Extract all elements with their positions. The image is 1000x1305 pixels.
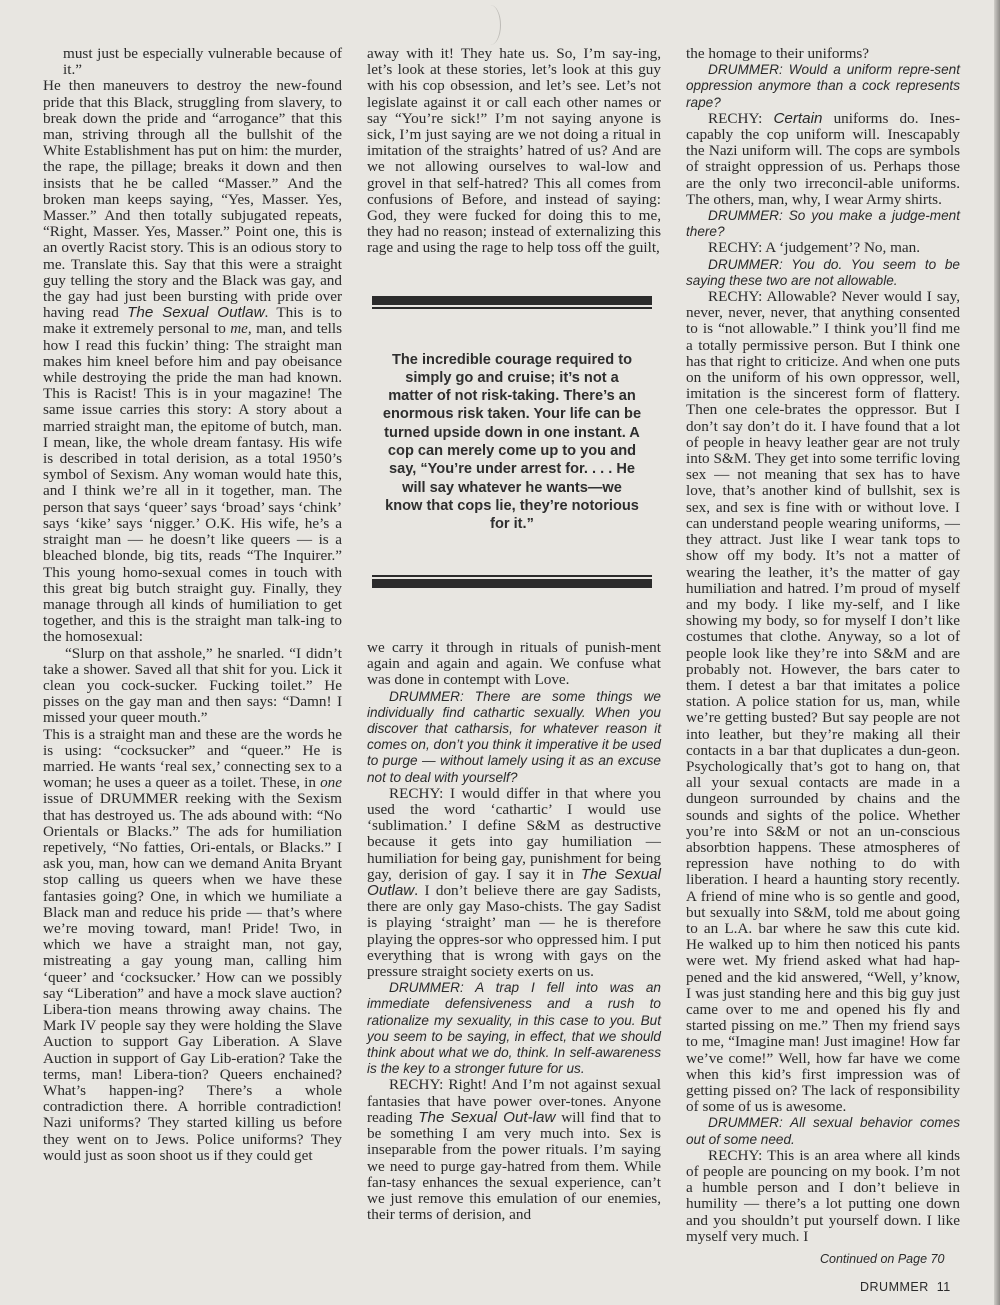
interviewer-question: DRUMMER: All sexual behavior comes out of some need. [686,1115,960,1147]
interviewee-answer [367,1077,661,1223]
text: issue of DRUMMER reeking with the Sexism that has destroyed us. The ads abound with: “No Orientals or Blacks.” The ads for humiliation repetively, “No fatties, Ori-entals, or Blacks.” I ask you, man, how can we demand Anita Bryant stop calling us queers when we have these fantasies going? One, in which we humiliate a Black man and reduce his pride — that’s where we’re moving toward, man! Pride! Two, in which we have a straight man, not gay, mistreating a gay young man, calling him ‘queer’ and ‘cocksucker.’ How can we possibly say “Liberation” and have a mock slave auction? Libera-tion means throwing away chains. The Mark IV people say they were holding the Slave Auction to support Gay Liberation. A Slave Auction in support of Gay Lib-eration? Take the terms, man! Libera-tion? Queers enchained? What’s happen-ing? There’s a whole contradiction there. A horrible contradiction! Nazi uniforms? They started killing us before they went on to Jews. Police uniforms? They would just as soon shoot us if they could get [43,790,342,1164]
emphasis: Certain [773,109,823,127]
interviewee-answer [686,111,960,208]
text: . This is to make it extremely personal to [43,304,343,338]
column-2-bottom [367,640,661,1223]
paragraph: we carry it through in rituals of punish-ment again and again and again. We confuse what was done in contempt with Love. [367,639,661,689]
rule-thin [372,575,652,577]
interviewer-question: DRUMMER: There are some things we individually find cathartic sexually. When you discover that catharsis, for whatever reason it comes on, don’t you think it imperative it be used to purge — without lamely using it as an excuse not to deal with yourself? [367,688,661,785]
paragraph: the homage to their uniforms? [686,45,870,62]
interviewer-question: DRUMMER: You do. You seem to be saying these two are not allowable. [686,256,960,288]
page-fold-mark [480,5,501,45]
page-edge-shadow [994,0,1000,1305]
pull-quote-box [372,296,652,588]
column-3 [686,46,960,1245]
text: uniforms do. Ines-capably the cop uniform will. Inescapably the Nazi uniform will. The cops are symbols of straight oppression of us. Perhaps those are the only two irreconcil-able uniforms. The others, man, why, I wear Army shirts. [686,109,961,208]
rule-thick [372,579,652,588]
text: This is a straight man and these are the words he is using: “cocksucker” and “queer.” He is married. He wants ‘real sex,’ connecting sex to a woman; he uses a queer as a toilet. These, in [43,725,342,792]
interviewee-answer: RECHY: Allowable? Never would I say, never, never, never, that anything consented to is “not allowable.” I think you’ll find me a totally permissive person. But I think one has that right to criticize. And when one puts on the uniform of his own oppressor, well, imitation is the sincerest form of flattery. Then one cele-brates the oppressor. But I don’t say don’t do it. I have found that a lot of people in heavy leather gear are not truly into S&M. They get into some terrific loving sex — not meaning that sex has to have love, that’s another kind of bullshit, sex is sex, and sex is fine with or without love. I can understand people wearing uniforms, — they attract. Just like I wear tank tops to show off my body. It’s not a matter of wearing the leather, it’s the matter of gay humiliation and hatred. I’m proud of myself and my body. I like my-self, and I like showing my body, so for myself I don’t like costumes that clothe. Anyway, so a lot of people look like they’re into S&M and are probably not. However, the bars cater to them. I detest a bar that imitates a police station. A police station for us, man, while we’re getting busted? But say people are not into leather, but they’re making all their contacts in a bar that duplicates a dun-geon. Psychologically that’s got to hang on, that all your sexual contacts are made in a dungeon surrounded by chains and the sounds and sights of the police. Whether you’re into S&M or not an un-conscious absorbtion happens. These atmospheres of repression have nothing to do with liberation. I heard a haunting story recently. A friend of mine who is so gentle and good, but sexually into S&M, told me about going to an L.A. bar where he saw this cute kid. He walked up to him then noticed his pants were wet. My friend asked what had hap-pened and the kid answered, “Well, y’know, I was just standing here and this big guy just came over to me and opened his fly and started pissing on me.” Then my friend says to me, “Imagine man! Just imagine! How far we’ve come!” Well, how far have we come when this kid’s first impression was of getting pissed on? The lack of responsibility of some of us is awesome. [686,288,960,1116]
text: will find that to be something I am very much into. Sex is inseparable from the power rituals. I’m saying we need to purge gay-hatred from them. While fan-tasy enhances the sexual experience, can’t we just remove this emulation of our enemies, their terms of derision, and [367,1108,662,1224]
text: He then maneuvers to destroy the new-found pride that this Black, struggling from slavery, to break down the pride and “arrogance” that this man, striving through all the bullshit of the White Establishment has put on him: the murder, the rape, the pillage; breaks it down and then insists that he be called “Masser.” And the broken man keeps saying, “Yes, Masser. Yes, Masser.” And then totally subjugated repeats, “Right, Masser. Yes, Masser.” Point one, this is an overtly Racist story. This is an odious story to me. Translate this. Say that this were a straight guy telling the story and the Black was gay, and the gay had just been bursting with pride over having read [43,77,342,322]
page-folio: DRUMMER 11 [860,1280,951,1294]
rule-thick [372,296,652,305]
column-2-top [367,46,661,257]
quote-continuation: must just be especially vulnerable because of it.” [63,45,342,79]
book-title: The Sexual Out-law [418,1108,556,1126]
story-quote: “Slurp on that asshole,” he snarled. “I didn’t take a shower. Saved all that shit for you. Lick it clean you cock-sucker. Fucking toilet.” He pisses on the gay man and then says: “Damn! I missed your queer mouth.” [43,644,342,727]
rule-thin [372,307,652,309]
interviewee-answer: RECHY: A ‘judgement’? No, man. [708,239,921,257]
continued-note: Continued on Page 70 [820,1252,945,1266]
book-title: The Sexual Outlaw [127,304,265,322]
paragraph: away with it! They hate us. So, I’m say-ing, let’s look at these stories, let’s look at this guy with his cop obsession, and let’s see. Let’s not legislate against it or call each other names or say “You’re sick!” I’m not saying anyone is sick, I’m just saying are we not doing a ritual in imitation of the straights’ hatred of us? And are we not allowing ourselves to wal-low and grovel in that self-hatred? This all comes from confusions of Before, and instead of saying: God, they were fucked for doing this to me, they had no reason; instead of externalizing this rage and using the rage to help toss off the guilt, [367,45,661,257]
column-1 [43,46,342,1164]
text: RECHY: Right! And I’m not against sexual fantasies that have power over-tones. Anyone reading [367,1076,661,1126]
paragraph [43,78,342,645]
book-title: The Sexual Outlaw [367,865,662,900]
text: . I don’t believe there are gay Sadists, there are only gay Maso-chists. The gay Sadist is playing ‘straight’ man — he is therefore playing the oppres-sor who oppressed him. I put everything that is wrong with gays on the pressure straight society exerts on us. [367,882,661,981]
interviewer-question: DRUMMER: So you make a judge-ment there? [686,208,960,240]
pull-quote: The incredible courage required to simply go and cruise; it’s not a matter of not risk-taking. There’s an enormous risk taken. Your life can be turned upside down in one instant. A cop can merely come up to you and say, “You’re under arrest for. . . . He will say whatever he wants—we know that cops lie, they’re notorious for it.” [382,351,642,533]
interviewee-answer [367,786,661,980]
emphasis: me [230,320,248,338]
emphasis: one [320,774,343,792]
interviewee-answer: RECHY: This is an area where all kinds of people are pouncing on my book. I’m not a humble person and I don’t believe in humility — there’s a lot putting one down and you shouldn’t put yourself down. I like myself very much. I [686,1146,960,1245]
text: RECHY: I would differ in that where you used the word ‘cathartic’ I would use ‘sublimation.’ I define S&M as destructive because it gets into gay humiliation — humiliation for being gay, punishment for being gay, derision of gay. I say it in [367,784,661,883]
interviewer-question: DRUMMER: A trap I fell into was an immediate defensiveness and a rush to rationalize my sexuality, in this case to you. But you seem to be saying, in effect, that we should think about what we do, think. In self-awareness is the key to a stronger future for us. [367,980,661,1077]
text: , man, and tells how I read this fuckin’ thing: The straight man makes him kneel before him and pay obeisance while destroying the pride the man had known. This is Racist! This is in your magazine! The same issue carries this story: A story about a married straight man, the epitome of butch, man. I mean, like, the whole dream fantasy. His wife is described in total derision, as a total 1950’s symbol of Sexism. Any woman would hate this, and I think we’re all in it together, man. The person that says ‘queer’ says ‘broad’ says ‘chink’ says ‘kike’ says ‘nigger.’ O.K. His wife, he’s a straight man — he doesn’t like queers — is a bleached blonde, big tits, reads “The Inquirer.” This young homo-sexual comes in touch with this great big butch straight guy. Finally, they manage through all kinds of humiliation to get together, and this is the straight man talk-ing to the homosexual: [43,320,343,646]
paragraph [43,727,342,1164]
interviewer-question: DRUMMER: Would a uniform repre-sent oppression anymore than a cock represents rape? [686,62,960,110]
text: RECHY: [708,109,763,127]
